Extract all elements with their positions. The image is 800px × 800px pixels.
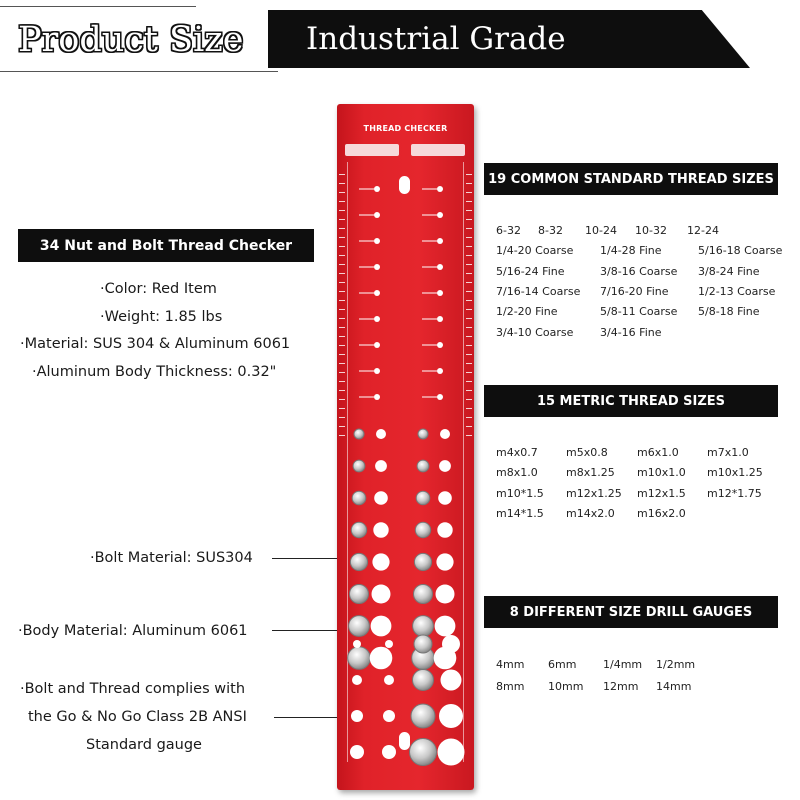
standard-size: 8-32 (538, 224, 563, 237)
drill-size: 14mm (656, 680, 692, 693)
nut-hole (372, 585, 391, 604)
metric-size: m12*1.75 (707, 486, 762, 500)
nut-hole (439, 460, 451, 472)
spec-weight: ·Weight: 1.85 lbs (100, 309, 223, 325)
drill-size: 6mm (548, 658, 577, 671)
spec-thickness: ·Aluminum Body Thickness: 0.32" (32, 364, 277, 380)
metric-size: m12x1.25 (566, 486, 622, 500)
standard-size: 3/8-16 Coarse (600, 264, 678, 278)
standard-size: 5/16-24 Fine (496, 264, 565, 278)
bolt-gauge (354, 429, 364, 439)
metric-size: m16x2.0 (637, 506, 686, 520)
bolt-gauge (411, 704, 435, 728)
standard-size: 1/4-28 Fine (600, 244, 662, 258)
drill-hole (353, 640, 361, 648)
standard-size: 6-32 (496, 224, 521, 237)
metric-size: m12x1.5 (637, 486, 686, 500)
callout-go-no-go-line2: the Go & No Go Class 2B ANSI (28, 709, 247, 725)
small-hole (437, 290, 443, 296)
bolt-gauge (350, 553, 367, 570)
small-hole (374, 186, 380, 192)
nut-hole (374, 491, 388, 505)
metric-size: m7x1.0 (707, 446, 749, 459)
header-rule-top (0, 6, 196, 7)
bolt-gauge (351, 522, 366, 537)
drill-gauges-heading: 8 DIFFERENT SIZE DRILL GAUGES (484, 596, 778, 628)
standard-size: 1/2-13 Coarse (698, 284, 776, 298)
drill-size: 4mm (496, 658, 525, 671)
small-hole (374, 394, 380, 400)
standard-size: 5/16-18 Coarse (698, 244, 783, 258)
small-hole (437, 186, 443, 192)
standard-size: 1/4-20 Coarse (496, 244, 574, 258)
spec-color: ·Color: Red Item (100, 281, 217, 297)
standard-size: 1/2-20 Fine (496, 305, 558, 319)
metric-size: m14*1.5 (496, 506, 544, 520)
callout-body-material: ·Body Material: Aluminum 6061 (18, 623, 248, 639)
drill-size: 8mm (496, 680, 525, 693)
bolt-gauge (414, 553, 431, 570)
small-hole (437, 316, 443, 322)
nut-hole (438, 491, 452, 505)
bolt-gauge (410, 739, 437, 766)
metric-size: m14x2.0 (566, 506, 615, 520)
product-size-title: Product Size (18, 20, 244, 60)
drill-hole (385, 640, 393, 648)
bolt-gauge (414, 635, 432, 653)
standard-size: 10-24 (585, 224, 617, 237)
standard-size: 7/16-14 Coarse (496, 284, 581, 298)
nut-hole (370, 647, 393, 670)
small-hole (374, 368, 380, 374)
drill-size: 1/2mm (656, 658, 696, 671)
nut-hole (440, 429, 450, 439)
checker-title-bar: 34 Nut and Bolt Thread Checker (18, 229, 314, 262)
standard-size: 10-32 (635, 224, 667, 237)
nut-hole (376, 429, 386, 439)
bolt-gauge (352, 491, 366, 505)
standard-sizes-heading: 19 COMMON STANDARD THREAD SIZES (484, 163, 778, 195)
metric-size: m4x0.7 (496, 446, 538, 459)
nut-hole (371, 616, 392, 637)
metric-size: m10x1.25 (707, 466, 763, 480)
drill-hole (351, 710, 363, 722)
drill-hole (350, 745, 364, 759)
drill-size: 12mm (603, 680, 639, 693)
metric-size: m6x1.0 (637, 446, 679, 459)
nut-hole (438, 739, 465, 766)
standard-size: 7/16-20 Fine (600, 284, 669, 298)
nut-hole (437, 522, 452, 537)
small-hole (374, 212, 380, 218)
nut-hole (375, 460, 387, 472)
drill-size: 1/4mm (603, 658, 643, 671)
standard-size: 3/4-10 Coarse (496, 325, 574, 339)
header-rule-bottom (0, 71, 278, 72)
bolt-gauge (418, 429, 428, 439)
drill-hole (382, 745, 396, 759)
metric-sizes-heading: 15 METRIC THREAD SIZES (484, 385, 778, 417)
nut-hole (439, 704, 463, 728)
standard-size: 12-24 (687, 224, 719, 237)
bolt-gauge (413, 616, 434, 637)
nut-hole (372, 553, 389, 570)
standard-size: 3/4-16 Fine (600, 325, 662, 339)
metric-size: m8x1.0 (496, 466, 538, 480)
metric-size: m10x1.0 (637, 466, 686, 480)
nut-hole (442, 635, 460, 653)
nut-hole (373, 522, 388, 537)
small-hole (374, 264, 380, 270)
small-hole (437, 212, 443, 218)
small-hole (374, 342, 380, 348)
small-hole (374, 238, 380, 244)
nut-hole (436, 553, 453, 570)
drill-hole (383, 710, 395, 722)
standard-size: 5/8-11 Coarse (600, 305, 678, 319)
bolt-gauge (417, 460, 429, 472)
bolt-gauge (350, 585, 369, 604)
small-hole (437, 238, 443, 244)
nut-hole (435, 616, 456, 637)
drill-hole (384, 675, 394, 685)
bolt-gauge (349, 616, 370, 637)
small-hole (437, 342, 443, 348)
small-hole (437, 394, 443, 400)
thread-checker-product (337, 104, 474, 790)
nut-hole (441, 670, 462, 691)
small-hole (374, 290, 380, 296)
bolt-gauge (348, 647, 371, 670)
callout-go-no-go-line1: ·Bolt and Thread complies with (20, 681, 246, 697)
industrial-grade-title: Industrial Grade (306, 21, 566, 57)
drill-size: 10mm (548, 680, 584, 693)
small-hole (437, 368, 443, 374)
metric-size: m10*1.5 (496, 486, 544, 500)
standard-size: 3/8-24 Fine (698, 264, 760, 278)
callout-bolt-material: ·Bolt Material: SUS304 (90, 550, 253, 566)
metric-size: m5x0.8 (566, 446, 608, 459)
nut-hole (436, 585, 455, 604)
small-hole (437, 264, 443, 270)
product-gauges (337, 104, 474, 790)
metric-size: m8x1.25 (566, 466, 615, 480)
bolt-gauge (353, 460, 365, 472)
bolt-gauge (416, 491, 430, 505)
bolt-gauge (413, 670, 434, 691)
drill-hole (352, 675, 362, 685)
standard-size: 5/8-18 Fine (698, 305, 760, 319)
callout-go-no-go-line3: Standard gauge (86, 737, 202, 753)
product-label: THREAD CHECKER (363, 124, 448, 133)
bolt-gauge (415, 522, 430, 537)
small-hole (374, 316, 380, 322)
bolt-gauge (414, 585, 433, 604)
spec-material: ·Material: SUS 304 & Aluminum 6061 (20, 336, 291, 352)
